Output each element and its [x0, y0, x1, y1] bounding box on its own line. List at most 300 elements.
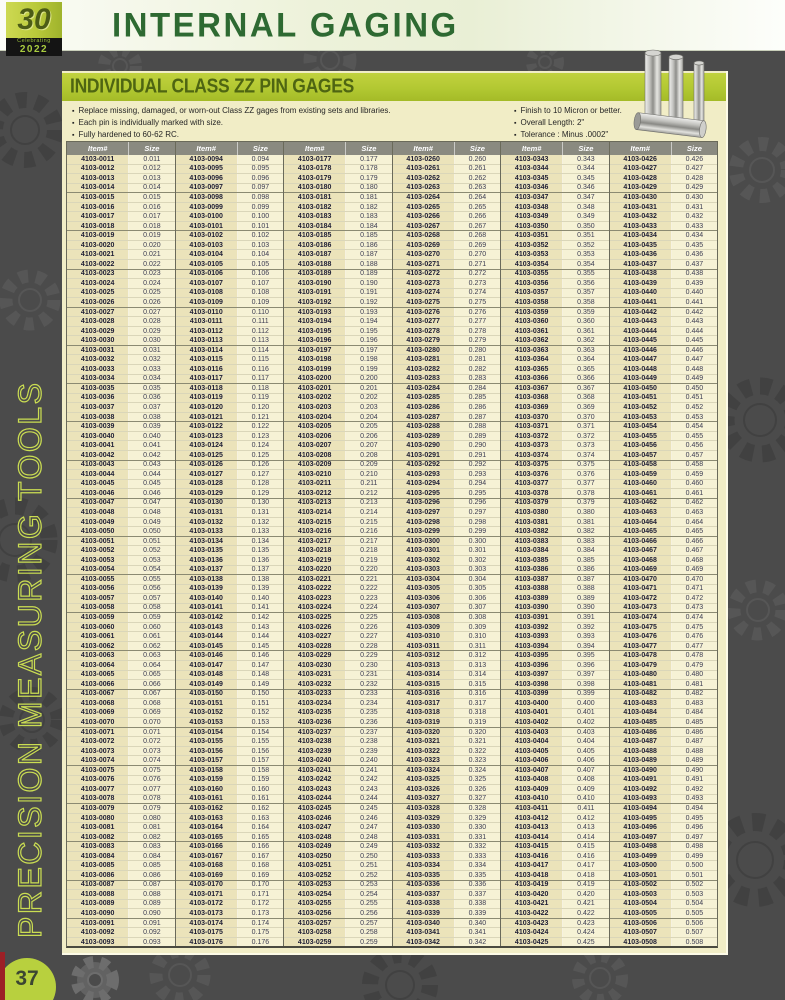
size-cell: 0.421	[563, 900, 608, 909]
size-cell: 0.131	[238, 508, 283, 517]
size-cell: 0.157	[238, 756, 283, 765]
table-row	[501, 193, 609, 203]
table-row	[610, 861, 718, 871]
item-number-cell: 4103-0050	[67, 527, 129, 536]
size-cell: 0.254	[346, 890, 391, 899]
size-cell: 0.183	[346, 212, 391, 221]
table-row	[610, 451, 718, 461]
size-cell: 0.385	[563, 556, 608, 565]
size-cell: 0.413	[563, 823, 608, 832]
table-row	[176, 432, 284, 442]
size-cell: 0.409	[563, 785, 608, 794]
table-row	[284, 938, 392, 947]
table-row	[67, 881, 175, 891]
size-cell: 0.034	[129, 375, 174, 384]
item-number-cell: 4103-0183	[284, 212, 346, 221]
table-row	[501, 250, 609, 260]
table-row	[501, 231, 609, 241]
size-cell: 0.353	[563, 250, 608, 259]
size-cell: 0.167	[238, 852, 283, 861]
table-row	[393, 279, 501, 289]
item-number-cell: 4103-0446	[610, 346, 672, 355]
item-number-cell: 4103-0204	[284, 413, 346, 422]
item-number-cell: 4103-0087	[67, 881, 129, 890]
size-cell: 0.154	[238, 728, 283, 737]
size-cell: 0.367	[563, 384, 608, 393]
table-row	[176, 938, 284, 947]
size-cell: 0.109	[238, 298, 283, 307]
table-row	[610, 556, 718, 566]
table-row	[284, 289, 392, 299]
table-row	[501, 785, 609, 795]
size-cell: 0.470	[672, 575, 717, 584]
size-cell: 0.179	[346, 174, 391, 183]
item-number-cell: 4103-0381	[501, 518, 563, 527]
table-row	[393, 422, 501, 432]
table-row	[176, 489, 284, 499]
size-cell: 0.014	[129, 184, 174, 193]
item-number-cell: 4103-0118	[176, 384, 238, 393]
item-number-cell: 4103-0358	[501, 298, 563, 307]
table-row	[501, 260, 609, 270]
size-cell: 0.197	[346, 346, 391, 355]
item-number-cell: 4103-0402	[501, 718, 563, 727]
size-cell: 0.402	[563, 718, 608, 727]
size-cell: 0.251	[346, 861, 391, 870]
item-number-cell: 4103-0276	[393, 308, 455, 317]
item-number-cell: 4103-0368	[501, 394, 563, 403]
table-row	[284, 709, 392, 719]
size-cell: 0.048	[129, 508, 174, 517]
size-cell: 0.252	[346, 871, 391, 880]
logo-year-text: 2022	[19, 43, 49, 55]
size-cell: 0.026	[129, 298, 174, 307]
table-row	[501, 833, 609, 843]
item-number-cell: 4103-0191	[284, 289, 346, 298]
table-row	[284, 747, 392, 757]
item-number-cell: 4103-0451	[610, 394, 672, 403]
item-number-cell: 4103-0212	[284, 489, 346, 498]
table-row	[284, 250, 392, 260]
size-cell: 0.328	[455, 804, 500, 813]
item-number-cell: 4103-0427	[610, 165, 672, 174]
item-number-cell: 4103-0028	[67, 317, 129, 326]
size-cell: 0.281	[455, 355, 500, 364]
table-row	[610, 270, 718, 280]
table-row	[501, 594, 609, 604]
table-row	[501, 279, 609, 289]
size-cell: 0.101	[238, 222, 283, 231]
item-number-cell: 4103-0194	[284, 317, 346, 326]
size-cell: 0.407	[563, 766, 608, 775]
item-number-cell: 4103-0073	[67, 747, 129, 756]
size-cell: 0.343	[563, 155, 608, 164]
item-number-cell: 4103-0442	[610, 308, 672, 317]
size-cell: 0.137	[238, 566, 283, 575]
col-header-size: Size	[346, 142, 391, 155]
size-cell: 0.124	[238, 441, 283, 450]
table-row	[67, 594, 175, 604]
table-row	[284, 852, 392, 862]
size-cell: 0.208	[346, 451, 391, 460]
item-number-cell: 4103-0342	[393, 938, 455, 947]
table-row	[501, 241, 609, 251]
table-row	[67, 699, 175, 709]
table-row	[284, 336, 392, 346]
table-row	[176, 413, 284, 423]
size-cell: 0.122	[238, 422, 283, 431]
item-number-cell: 4103-0398	[501, 680, 563, 689]
item-number-cell: 4103-0160	[176, 785, 238, 794]
item-number-cell: 4103-0424	[501, 928, 563, 937]
table-row	[610, 737, 718, 747]
item-number-cell: 4103-0418	[501, 871, 563, 880]
size-cell: 0.012	[129, 165, 174, 174]
size-cell: 0.078	[129, 795, 174, 804]
size-cell: 0.039	[129, 422, 174, 431]
item-number-cell: 4103-0467	[610, 546, 672, 555]
size-cell: 0.234	[346, 699, 391, 708]
size-cell: 0.349	[563, 212, 608, 221]
item-number-cell: 4103-0284	[393, 384, 455, 393]
item-number-cell: 4103-0085	[67, 861, 129, 870]
item-number-cell: 4103-0201	[284, 384, 346, 393]
size-cell: 0.372	[563, 432, 608, 441]
table-row	[176, 222, 284, 232]
item-number-cell: 4103-0281	[393, 355, 455, 364]
item-number-cell: 4103-0062	[67, 642, 129, 651]
item-number-cell: 4103-0197	[284, 346, 346, 355]
table-row	[67, 795, 175, 805]
item-number-cell: 4103-0120	[176, 403, 238, 412]
table-row	[284, 671, 392, 681]
size-cell: 0.322	[455, 747, 500, 756]
table-row	[284, 919, 392, 929]
item-number-cell: 4103-0430	[610, 193, 672, 202]
table-row	[67, 375, 175, 385]
table-row	[176, 919, 284, 929]
size-cell: 0.442	[672, 308, 717, 317]
table-row	[501, 881, 609, 891]
item-number-cell: 4103-0029	[67, 327, 129, 336]
table-row	[610, 900, 718, 910]
table-row	[610, 470, 718, 480]
size-cell: 0.395	[563, 651, 608, 660]
item-number-cell: 4103-0473	[610, 604, 672, 613]
item-number-cell: 4103-0426	[610, 155, 672, 164]
size-cell: 0.117	[238, 375, 283, 384]
item-number-cell: 4103-0043	[67, 461, 129, 470]
size-cell: 0.287	[455, 413, 500, 422]
size-cell: 0.168	[238, 861, 283, 870]
size-cell: 0.145	[238, 642, 283, 651]
item-number-cell: 4103-0049	[67, 518, 129, 527]
size-cell: 0.245	[346, 804, 391, 813]
item-number-cell: 4103-0071	[67, 728, 129, 737]
table-row	[67, 556, 175, 566]
table-row	[610, 890, 718, 900]
size-cell: 0.129	[238, 489, 283, 498]
item-number-cell: 4103-0349	[501, 212, 563, 221]
item-number-cell: 4103-0411	[501, 804, 563, 813]
item-number-cell: 4103-0093	[67, 938, 129, 947]
item-number-cell: 4103-0431	[610, 203, 672, 212]
size-cell: 0.076	[129, 776, 174, 785]
table-row	[176, 928, 284, 938]
size-cell: 0.049	[129, 518, 174, 527]
table-row	[501, 336, 609, 346]
size-cell: 0.029	[129, 327, 174, 336]
size-cell: 0.187	[346, 250, 391, 259]
table-row	[67, 336, 175, 346]
table-row	[67, 317, 175, 327]
table-row	[610, 756, 718, 766]
size-cell: 0.376	[563, 470, 608, 479]
table-row	[176, 203, 284, 213]
size-cell: 0.105	[238, 260, 283, 269]
item-number-cell: 4103-0344	[501, 165, 563, 174]
size-cell: 0.396	[563, 661, 608, 670]
size-cell: 0.267	[455, 222, 500, 231]
table-row	[176, 461, 284, 471]
size-cell: 0.330	[455, 823, 500, 832]
table-row	[176, 795, 284, 805]
table-row	[610, 518, 718, 528]
size-cell: 0.321	[455, 737, 500, 746]
size-cell: 0.037	[129, 403, 174, 412]
table-column-group	[392, 155, 501, 946]
size-cell: 0.260	[455, 155, 500, 164]
size-cell: 0.355	[563, 270, 608, 279]
table-row	[176, 709, 284, 719]
size-cell: 0.214	[346, 508, 391, 517]
item-number-cell: 4103-0192	[284, 298, 346, 307]
item-number-cell: 4103-0016	[67, 203, 129, 212]
size-cell: 0.378	[563, 489, 608, 498]
table-row	[393, 413, 501, 423]
table-row	[284, 231, 392, 241]
table-row	[67, 632, 175, 642]
item-number-cell: 4103-0331	[393, 833, 455, 842]
table-row	[67, 270, 175, 280]
size-cell: 0.143	[238, 623, 283, 632]
item-number-cell: 4103-0433	[610, 222, 672, 231]
table-row	[176, 604, 284, 614]
size-cell: 0.309	[455, 623, 500, 632]
table-row	[67, 871, 175, 881]
item-number-cell: 4103-0495	[610, 814, 672, 823]
table-row	[176, 833, 284, 843]
table-row	[393, 575, 501, 585]
table-row	[501, 604, 609, 614]
table-row	[176, 623, 284, 633]
size-cell: 0.505	[672, 909, 717, 918]
item-number-cell: 4103-0266	[393, 212, 455, 221]
size-cell: 0.258	[346, 928, 391, 937]
item-number-cell: 4103-0027	[67, 308, 129, 317]
table-row	[284, 823, 392, 833]
size-cell: 0.294	[455, 480, 500, 489]
size-cell: 0.185	[346, 231, 391, 240]
size-cell: 0.067	[129, 690, 174, 699]
size-cell: 0.370	[563, 413, 608, 422]
table-row	[501, 556, 609, 566]
table-row	[284, 585, 392, 595]
table-row	[610, 193, 718, 203]
table-row	[610, 222, 718, 232]
table-row	[67, 890, 175, 900]
item-number-cell: 4103-0375	[501, 461, 563, 470]
table-row	[393, 203, 501, 213]
size-cell: 0.199	[346, 365, 391, 374]
table-row	[67, 222, 175, 232]
table-row	[176, 823, 284, 833]
item-number-cell: 4103-0364	[501, 355, 563, 364]
table-row	[501, 861, 609, 871]
item-number-cell: 4103-0369	[501, 403, 563, 412]
size-cell: 0.464	[672, 518, 717, 527]
table-row	[67, 623, 175, 633]
table-row	[610, 661, 718, 671]
item-number-cell: 4103-0146	[176, 651, 238, 660]
size-cell: 0.227	[346, 632, 391, 641]
size-cell: 0.457	[672, 451, 717, 460]
table-row	[610, 776, 718, 786]
item-number-cell: 4103-0153	[176, 718, 238, 727]
size-cell: 0.425	[563, 938, 608, 947]
size-cell: 0.188	[346, 260, 391, 269]
table-row	[284, 594, 392, 604]
content-panel	[62, 71, 728, 955]
item-number-cell: 4103-0099	[176, 203, 238, 212]
item-number-cell: 4103-0267	[393, 222, 455, 231]
size-cell: 0.104	[238, 250, 283, 259]
item-number-cell: 4103-0060	[67, 623, 129, 632]
item-number-cell: 4103-0303	[393, 566, 455, 575]
size-cell: 0.146	[238, 651, 283, 660]
table-row	[501, 642, 609, 652]
table-row	[176, 890, 284, 900]
item-number-cell: 4103-0506	[610, 919, 672, 928]
size-cell: 0.173	[238, 909, 283, 918]
table-header-group	[67, 142, 175, 155]
size-cell: 0.164	[238, 823, 283, 832]
size-cell: 0.484	[672, 709, 717, 718]
table-row	[284, 470, 392, 480]
table-row	[610, 852, 718, 862]
item-number-cell: 4103-0463	[610, 508, 672, 517]
item-number-cell: 4103-0312	[393, 651, 455, 660]
table-row	[501, 852, 609, 862]
item-number-cell: 4103-0353	[501, 250, 563, 259]
size-cell: 0.340	[455, 919, 500, 928]
table-row	[67, 709, 175, 719]
size-cell: 0.486	[672, 728, 717, 737]
item-number-cell: 4103-0034	[67, 375, 129, 384]
item-number-cell: 4103-0301	[393, 546, 455, 555]
size-cell: 0.019	[129, 231, 174, 240]
item-number-cell: 4103-0078	[67, 795, 129, 804]
size-cell: 0.141	[238, 604, 283, 613]
item-number-cell: 4103-0483	[610, 699, 672, 708]
table-row	[610, 690, 718, 700]
item-number-cell: 4103-0373	[501, 441, 563, 450]
table-row	[67, 938, 175, 947]
item-number-cell: 4103-0278	[393, 327, 455, 336]
size-cell: 0.412	[563, 814, 608, 823]
size-cell: 0.360	[563, 317, 608, 326]
item-number-cell: 4103-0097	[176, 184, 238, 193]
table-row	[284, 279, 392, 289]
item-number-cell: 4103-0380	[501, 508, 563, 517]
item-number-cell: 4103-0222	[284, 585, 346, 594]
size-cell: 0.020	[129, 241, 174, 250]
sidebar-vertical-text: PRECISION MEASURING TOOLS	[12, 380, 48, 938]
table-row	[393, 919, 501, 929]
size-cell: 0.175	[238, 928, 283, 937]
table-row	[501, 432, 609, 442]
table-row	[610, 231, 718, 241]
table-row	[284, 451, 392, 461]
size-cell: 0.282	[455, 365, 500, 374]
table-row	[176, 776, 284, 786]
item-number-cell: 4103-0498	[610, 842, 672, 851]
feature-item: ▪ Overall Length: 2"	[514, 117, 622, 129]
item-number-cell: 4103-0388	[501, 585, 563, 594]
size-cell: 0.422	[563, 909, 608, 918]
item-number-cell: 4103-0260	[393, 155, 455, 164]
logo-celebrating-text: Celebrating	[17, 38, 51, 45]
size-cell: 0.468	[672, 556, 717, 565]
item-number-cell: 4103-0177	[284, 155, 346, 164]
table-row	[393, 585, 501, 595]
table-row	[393, 928, 501, 938]
size-cell: 0.345	[563, 174, 608, 183]
size-cell: 0.144	[238, 632, 283, 641]
size-cell: 0.455	[672, 432, 717, 441]
red-accent-strip	[0, 952, 5, 1000]
table-row	[284, 623, 392, 633]
size-cell: 0.115	[238, 355, 283, 364]
item-number-cell: 4103-0340	[393, 919, 455, 928]
size-cell: 0.032	[129, 355, 174, 364]
item-number-cell: 4103-0053	[67, 556, 129, 565]
size-cell: 0.478	[672, 651, 717, 660]
item-number-cell: 4103-0226	[284, 623, 346, 632]
table-row	[176, 279, 284, 289]
table-header-group	[500, 142, 609, 155]
item-number-cell: 4103-0236	[284, 718, 346, 727]
item-number-cell: 4103-0307	[393, 604, 455, 613]
item-number-cell: 4103-0324	[393, 766, 455, 775]
size-cell: 0.504	[672, 900, 717, 909]
item-number-cell: 4103-0425	[501, 938, 563, 947]
table-row	[67, 613, 175, 623]
item-number-cell: 4103-0469	[610, 566, 672, 575]
table-row	[176, 480, 284, 490]
size-cell: 0.441	[672, 298, 717, 307]
size-cell: 0.022	[129, 260, 174, 269]
col-header-size: Size	[455, 142, 500, 155]
item-number-cell: 4103-0272	[393, 270, 455, 279]
item-number-cell: 4103-0441	[610, 298, 672, 307]
item-number-cell: 4103-0489	[610, 756, 672, 765]
table-row	[501, 384, 609, 394]
size-cell: 0.027	[129, 308, 174, 317]
size-cell: 0.061	[129, 632, 174, 641]
item-number-cell: 4103-0128	[176, 480, 238, 489]
item-number-cell: 4103-0385	[501, 556, 563, 565]
